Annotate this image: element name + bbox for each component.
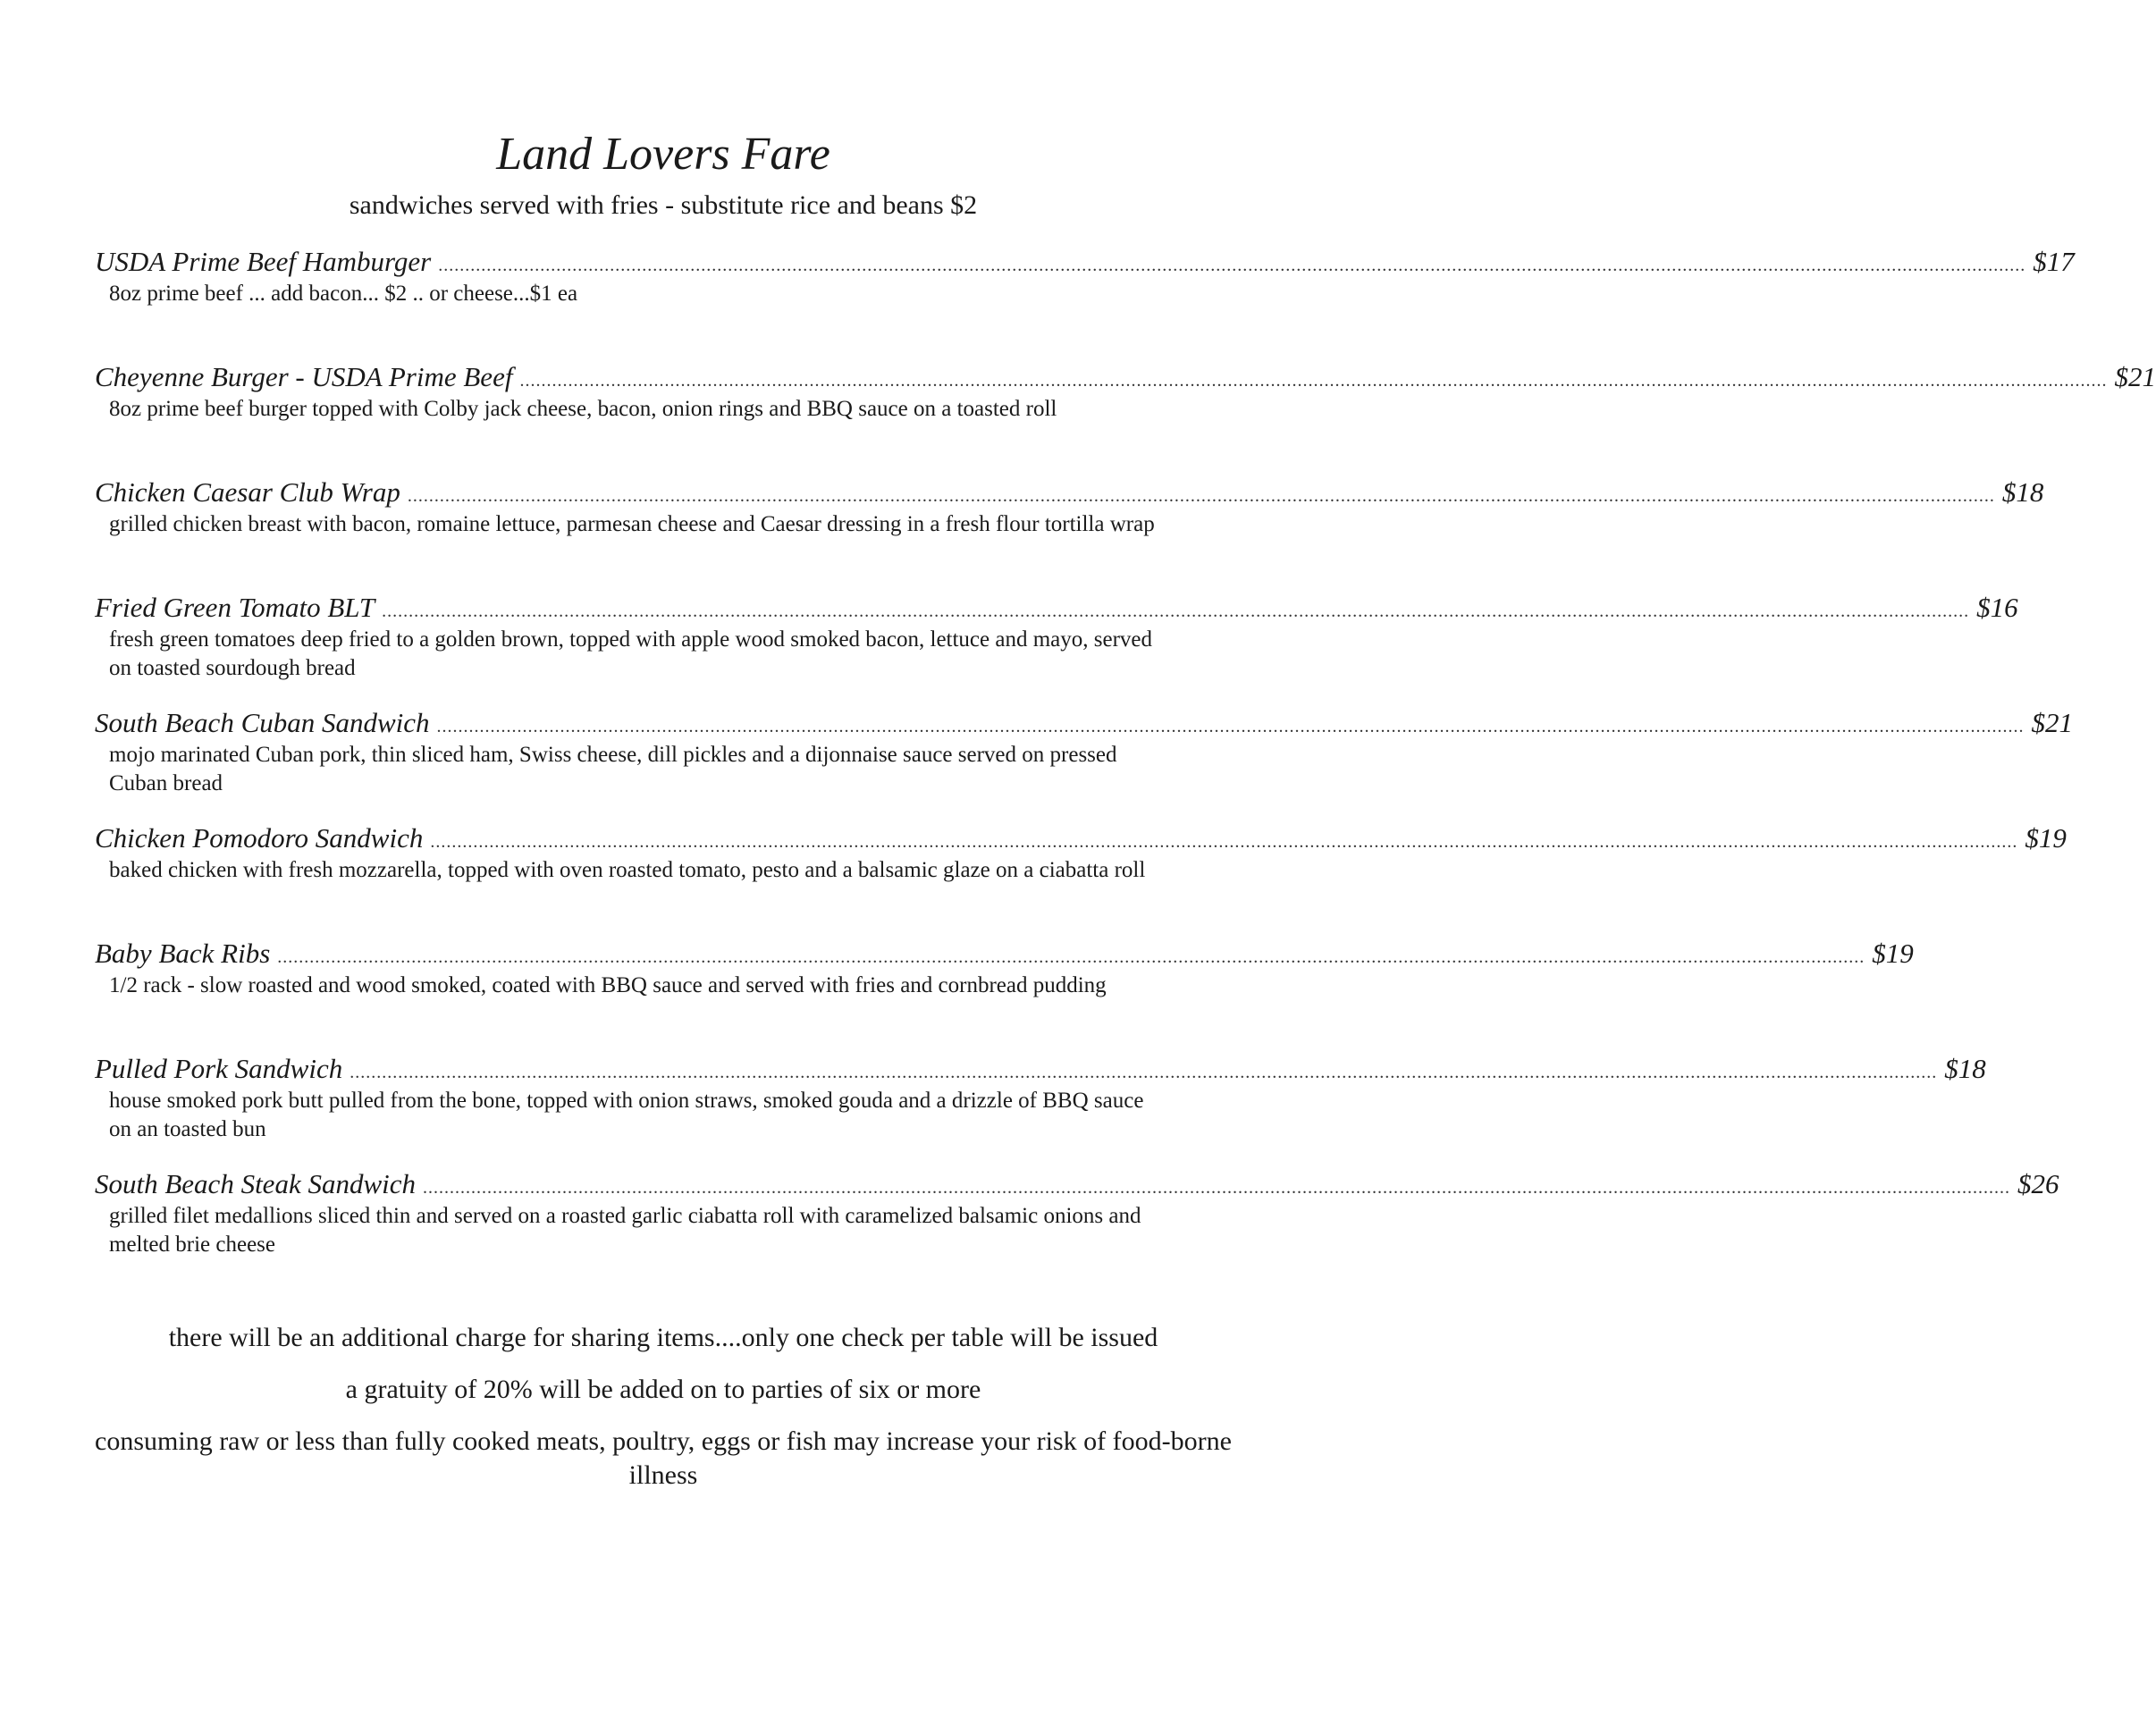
item-name: USDA Prime Beef Hamburger	[95, 246, 432, 277]
item-price: $16	[1976, 592, 2018, 623]
item-description: 8oz prime beef burger topped with Colby jack cheese, bacon, onion rings and BBQ sauce on a toasted roll	[109, 397, 1057, 421]
dot-leader: ........................................................................................................................................................................................................................................................................................................	[407, 486, 1995, 506]
dot-leader: ........................................................................................................................................................................................................................................................................................................	[277, 947, 1865, 967]
menu-item	[95, 1051, 1986, 1166]
item-name: South Beach Cuban Sandwich	[95, 707, 430, 738]
item-price: $17	[2033, 246, 2075, 277]
item-price: $19	[2025, 822, 2067, 854]
item-name: Baby Back Ribs	[95, 938, 271, 969]
item-description: mojo marinated Cuban pork, thin sliced ham, Swiss cheese, dill pickles and a dijonnaise sauce served on pressed Cuban bread	[109, 743, 1117, 795]
menu-item	[95, 475, 2044, 590]
dot-leader: ........................................................................................................................................................................................................................................................................................................	[350, 1063, 1938, 1082]
menu-item	[95, 820, 2067, 936]
menu-list	[95, 244, 2156, 1282]
item-price: $18	[1944, 1053, 1986, 1084]
item-name: Chicken Pomodoro Sandwich	[95, 822, 424, 854]
item-price: $21	[2114, 361, 2156, 392]
menu-item	[95, 1166, 2059, 1282]
item-description: grilled filet medallions sliced thin and served on a roasted garlic ciabatta roll with caramelized balsamic onions and melted brie cheese	[109, 1204, 1141, 1257]
item-name: South Beach Steak Sandwich	[95, 1168, 416, 1199]
item-name: Chicken Caesar Club Wrap	[95, 476, 400, 508]
page-subtitle: sandwiches served with fries - substitute rice and beans $2	[349, 190, 978, 220]
dot-leader: ........................................................................................................................................................................................................................................................................................................	[382, 601, 1970, 621]
item-name: Cheyenne Burger - USDA Prime Beef	[95, 361, 513, 392]
dot-leader: ........................................................................................................................................................................................................................................................................................................	[430, 832, 2018, 852]
menu-item	[95, 359, 2156, 475]
menu-item	[95, 244, 2075, 359]
menu-item	[95, 936, 1914, 1051]
item-price: $19	[1872, 938, 1914, 969]
item-price: $21	[2031, 707, 2074, 738]
menu-item	[95, 590, 2018, 705]
sharing-note: there will be an additional charge for sharing items....only one check per table will be issued	[168, 1323, 1158, 1352]
menu-item	[95, 705, 2074, 820]
item-description: grilled chicken breast with bacon, romaine lettuce, parmesan cheese and Caesar dressing in a fresh flour tortilla wrap	[109, 512, 1155, 536]
dot-leader: ........................................................................................................................................................................................................................................................................................................	[436, 717, 2025, 736]
food-safety-note: consuming raw or less than fully cooked meats, poultry, eggs or fish may increase your risk of food-borne illness	[95, 1426, 1232, 1490]
item-price: $26	[2017, 1168, 2059, 1199]
item-name: Fried Green Tomato BLT	[95, 592, 375, 623]
page-title: Land Lovers Fare	[496, 129, 830, 180]
dot-leader: ........................................................................................................................................................................................................................................................................................................	[438, 256, 2026, 275]
dot-leader: ........................................................................................................................................................................................................................................................................................................	[423, 1178, 2010, 1198]
item-description: 8oz prime beef ... add bacon... $2 .. or cheese...$1 ea	[109, 282, 578, 306]
dot-leader: ........................................................................................................................................................................................................................................................................................................	[519, 371, 2108, 391]
gratuity-note: a gratuity of 20% will be added on to parties of six or more	[345, 1375, 981, 1404]
item-description: 1/2 rack - slow roasted and wood smoked, coated with BBQ sauce and served with fries and cornbread pudding	[109, 973, 1107, 997]
item-name: Pulled Pork Sandwich	[95, 1053, 343, 1084]
item-description: house smoked pork butt pulled from the bone, topped with onion straws, smoked gouda and a drizzle of BBQ sauce on an toasted bun	[109, 1089, 1144, 1141]
item-price: $18	[2001, 476, 2044, 508]
menu-notes	[0, 1321, 1326, 1510]
item-description: baked chicken with fresh mozzarella, topped with oven roasted tomato, pesto and a balsamic glaze on a ciabatta roll	[109, 858, 1146, 882]
item-description: fresh green tomatoes deep fried to a golden brown, topped with apple wood smoked bacon, lettuce and mayo, served on toasted sourdough bread	[109, 627, 1153, 680]
